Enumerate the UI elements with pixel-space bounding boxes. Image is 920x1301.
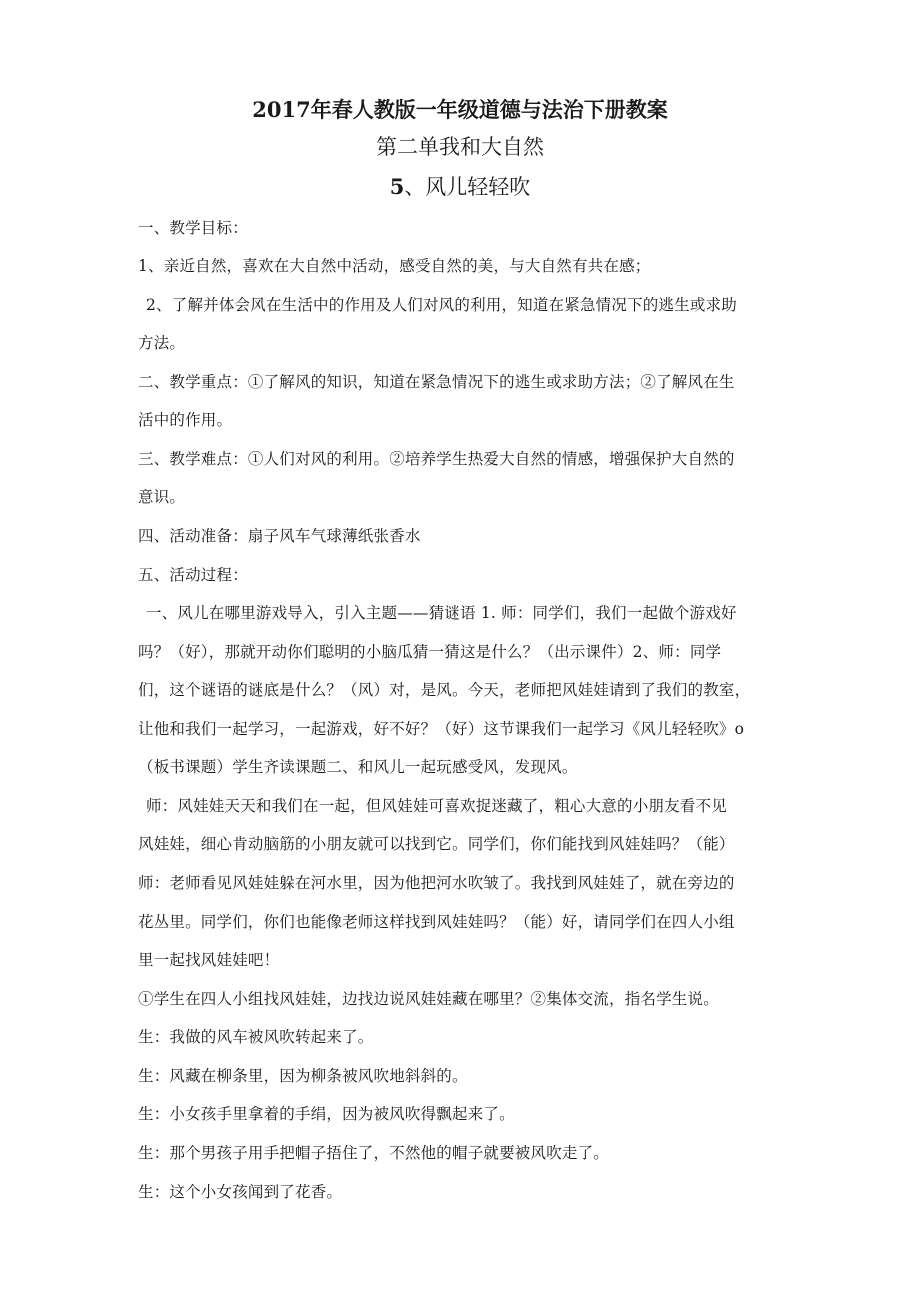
student-answer: 生：这个小女孩闻到了花香。: [138, 1183, 343, 1201]
lesson-number: 5: [389, 174, 405, 199]
lesson-title: [0, 173, 920, 201]
unit-title: 第二单我和大自然: [376, 135, 544, 159]
section-heading-process: 五、活动过程：: [138, 566, 248, 584]
key-points-cont: 活中的作用。: [138, 411, 233, 429]
student-answer: 生：小女孩手里拿着的手绢，因为被风吹得飘起来了。: [138, 1105, 515, 1123]
student-answer: 生：那个男孩子用手把帽子捂住了，不然他的帽子就要被风吹走了。: [138, 1144, 610, 1162]
process-paragraph-line: 吗？（好），那就开动你们聪明的小脑瓜猜一猜这是什么？（出示课件）2、师：同学: [138, 643, 722, 661]
preparation: 四、活动准备：扇子风车气球薄纸张香水: [138, 527, 421, 545]
teacher-paragraph-line: 里一起找风娃娃吧！: [138, 951, 280, 969]
key-points: 二、教学重点：①了解风的知识，知道在紧急情况下的逃生或求助方法；②了解风在生: [138, 373, 735, 391]
section-heading-objectives: 一、教学目标：: [138, 219, 248, 237]
activity-step: ①学生在四人小组找风娃娃，边找边说风娃娃藏在哪里？②集体交流，指名学生说。: [138, 990, 719, 1008]
lesson-name: 、风儿轻轻吹: [404, 175, 531, 199]
objective-2-cont: 方法。: [138, 334, 186, 352]
student-answer: 生：我做的风车被风吹转起来了。: [138, 1028, 374, 1046]
objective-1: 1、亲近自然，喜欢在大自然中活动，感受自然的美，与大自然有共在感；: [138, 257, 651, 275]
student-answer: 生：风藏在柳条里，因为柳条被风吹地斜斜的。: [138, 1067, 468, 1085]
process-paragraph-line: 们，这个谜语的谜底是什么？（风）对，是风。今天，老师把风娃娃请到了我们的教室，: [138, 681, 751, 699]
difficulties-cont: 意识。: [138, 488, 186, 506]
process-paragraph-line: 一、风儿在哪里游戏导入，引入主题——猜谜语 1. 师：同学们，我们一起做个游戏好: [146, 604, 737, 622]
process-paragraph-line: （板书课题）学生齐读课题二、和风儿一起玩感受风，发现风。: [138, 758, 578, 776]
document-title: 2017年春人教版一年级道德与法治下册教案: [252, 97, 668, 122]
objective-2: 2、了解并体会风在生活中的作用及人们对风的利用，知道在紧急情况下的逃生或求助: [146, 296, 737, 314]
process-paragraph-line: 让他和我们一起学习，一起游戏，好不好？（好）这节课我们一起学习《风儿轻轻吹》o: [138, 720, 745, 738]
teacher-paragraph-line: 风娃娃，细心肯动脑筋的小朋友就可以找到它。同学们，你们能找到风娃娃吗？（能）: [138, 835, 735, 853]
teacher-paragraph-line: 师：风娃娃天天和我们在一起，但风娃娃可喜欢捉迷藏了，粗心大意的小朋友看不见: [146, 797, 727, 815]
teacher-paragraph-line: 师：老师看见风娃娃躲在河水里，因为他把河水吹皱了。我找到风娃娃了，就在旁边的: [138, 874, 735, 892]
teacher-paragraph-line: 花丛里。同学们，你们也能像老师这样找到风娃娃吗？（能）好，请同学们在四人小组: [138, 913, 735, 931]
difficulties: 三、教学难点：①人们对风的利用。②培养学生热爱大自然的情感，增强保护大自然的: [138, 450, 735, 468]
